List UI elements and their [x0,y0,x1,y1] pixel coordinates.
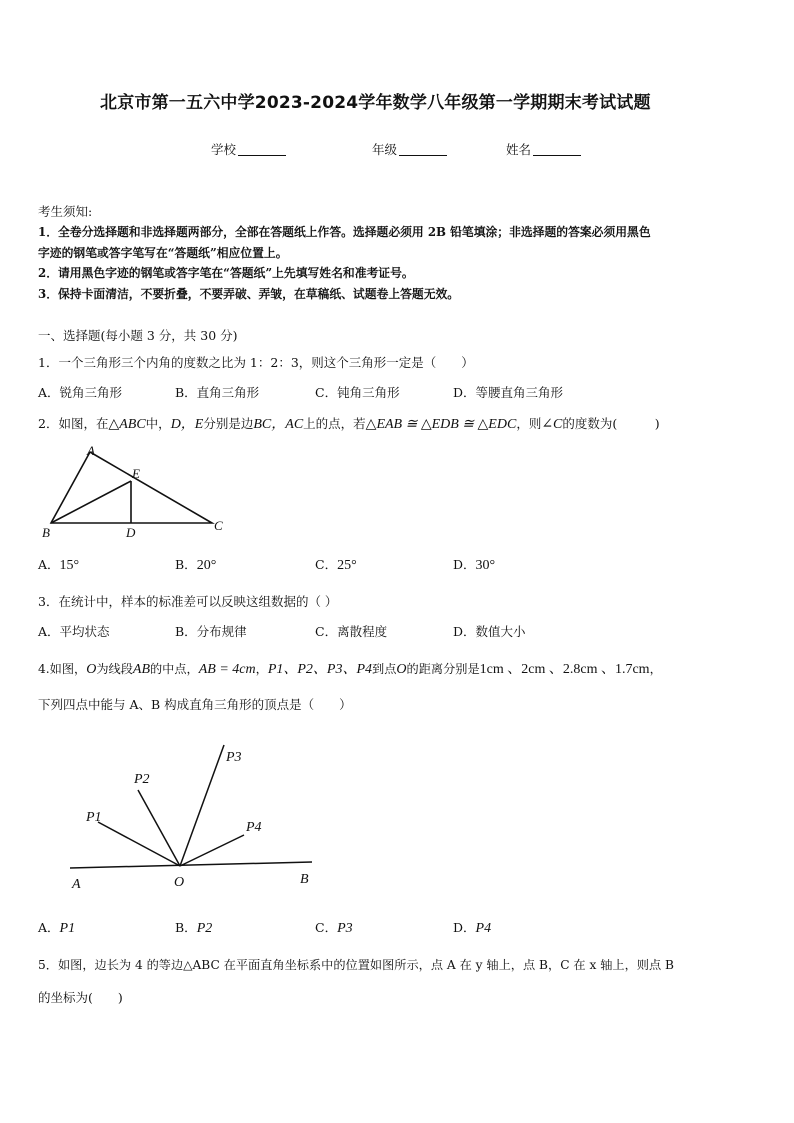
q4-option-a[interactable] [38,920,75,937]
q4-label-p3: P3 [226,750,242,765]
q4-option-b[interactable] [175,920,212,937]
q2-option-b-label: B． [175,557,197,572]
school-blank[interactable] [238,143,286,156]
q4-option-d-label: D． [453,920,476,935]
notice-line-1a: 1．全卷分选择题和非选择题两部分，全部在答题纸上作答。选择题必须用 2B 铅笔填涂；非选择题的答案必须用黑色 [38,225,651,239]
q2-triangle: △ABC [108,417,146,432]
notice-line-1b: 字迹的钢笔或答字笔写在“答题纸”相应位置上。 [38,246,288,260]
page-title: 北京市第一五六中学2023-2024学年数学八年级第一学期期末考试试题 [100,93,651,113]
q2-angle: ∠C [541,417,563,432]
q2-stem [38,416,660,433]
q4-text: 为线段 [96,662,133,676]
q4-line-ab [70,862,312,868]
q2-option-a-label: A． [38,557,60,572]
q4-option-d-value: P4 [475,921,492,936]
q2-label-a: A [87,443,95,458]
q1-option-b[interactable]: B．直角三角形 [175,385,260,400]
q4-ab-length: AB = 4cm [198,662,256,677]
q4-label-p2: P2 [134,772,150,787]
q4-text: 到点 [372,662,397,676]
q2-congruence: △EAB ≅ △EDB ≅ △EDC [365,417,517,432]
notice-heading: 考生须知: [38,204,93,219]
q2-text: 上的点，若 [303,416,366,431]
q2-text: 分别是边 [203,416,254,431]
q4-text: 的距离分别是 [406,662,480,676]
q3-option-c[interactable]: C．离散程度 [315,624,388,639]
grade-blank[interactable] [399,143,447,156]
school-field[interactable] [211,142,286,158]
q2-figure [30,440,240,545]
q4-stem-line2: 下列四点中能与 A、B 构成直角三角形的顶点是（ ） [38,697,352,712]
q1-option-d[interactable]: D．等腰直角三角形 [453,385,564,400]
q4-segment-ab: AB [132,662,150,677]
q2-text: 2．如图，在 [38,416,109,431]
q4-stem [38,661,662,678]
q4-option-a-value: P1 [59,921,76,936]
q2-option-d-label: D． [453,557,476,572]
q4-option-c[interactable] [315,920,353,937]
name-field[interactable] [506,142,581,158]
q4-option-a-label: A． [38,920,60,935]
q4-option-c-label: C． [315,920,338,935]
q4-point-o: O [396,662,407,677]
q3-option-b[interactable]: B．分布规律 [175,624,247,639]
q2-option-d[interactable] [453,557,495,574]
q5-stem: 5．如图，边长为 4 的等边△ABC 在平面直角坐标系中的位置如图所示，点 A 在 y 轴上，点 B，C 在 x 轴上，则点 B [38,958,674,972]
q2-option-b-value: 20° [196,558,217,573]
q1-option-c[interactable]: C．钝角三角形 [315,385,400,400]
q2-label-b: B [42,525,50,540]
q2-option-c-value: 25° [337,558,357,573]
q4-option-b-label: B． [175,920,197,935]
q4-distances: 1cm 、2cm 、2.8cm 、1.7cm [479,662,650,677]
q4-option-c-value: P3 [337,921,353,936]
q2-option-c-label: C． [315,557,338,572]
q2-option-c[interactable] [315,557,357,574]
q2-text: ，则 [516,416,542,431]
q4-text: 4.如图， [38,662,87,676]
q5-stem-line2: 的坐标为( ) [38,990,123,1005]
q2-points-de: D，E [170,417,204,432]
q2-label-e: E [132,466,140,481]
q2-label-c: C [214,518,223,533]
grade-label: 年级 [372,142,398,157]
q4-label-o: O [174,875,185,890]
name-blank[interactable] [533,143,581,156]
q4-text: ， [649,662,662,676]
q3-option-a[interactable]: A．平均状态 [38,624,110,639]
notice-line-2: 2．请用黑色字迹的钢笔或答字笔在“答题纸”上先填写姓名和准考证号。 [38,266,414,280]
q4-label-p4: P4 [246,820,262,835]
notice-line-3: 3．保持卡面清洁，不要折叠，不要弄破、弄皱，在草稿纸、试题卷上答题无效。 [38,287,460,301]
q4-figure [60,735,330,895]
q4-option-d[interactable] [453,920,491,937]
q4-label-p1: P1 [86,810,102,825]
school-label: 学校 [211,142,237,157]
section-heading: 一、选择题(每小题 3 分，共 30 分) [38,328,238,343]
q2-option-a[interactable] [38,557,79,574]
q2-option-b[interactable] [175,557,216,574]
q2-text: 中， [145,416,171,431]
q4-option-b-value: P2 [196,921,213,936]
q2-option-a-value: 15° [59,558,80,573]
q4-point-o: O [86,662,97,677]
q4-text: ， [255,662,268,676]
q2-text: 的度数为( ) [562,416,660,431]
q2-sides: BC，AC [253,417,304,432]
q4-text: 的中点， [150,662,199,676]
q3-stem: 3．在统计中，样本的标准差可以反映这组数据的（ ） [38,594,338,609]
q4-label-a: A [72,877,81,892]
q1-stem: 1．一个三角形三个内角的度数之比为 1：2：3，则这个三角形一定是（ ） [38,355,474,370]
name-label: 姓名 [506,142,532,157]
grade-field[interactable] [372,142,447,158]
q4-points: P1、P2、P3、P4 [267,662,373,677]
q4-label-b: B [300,872,309,887]
q1-option-a[interactable]: A．锐角三角形 [38,385,123,400]
q2-label-d: D [126,525,136,540]
q3-option-d[interactable]: D．数值大小 [453,624,526,639]
q2-option-d-value: 30° [475,558,496,573]
